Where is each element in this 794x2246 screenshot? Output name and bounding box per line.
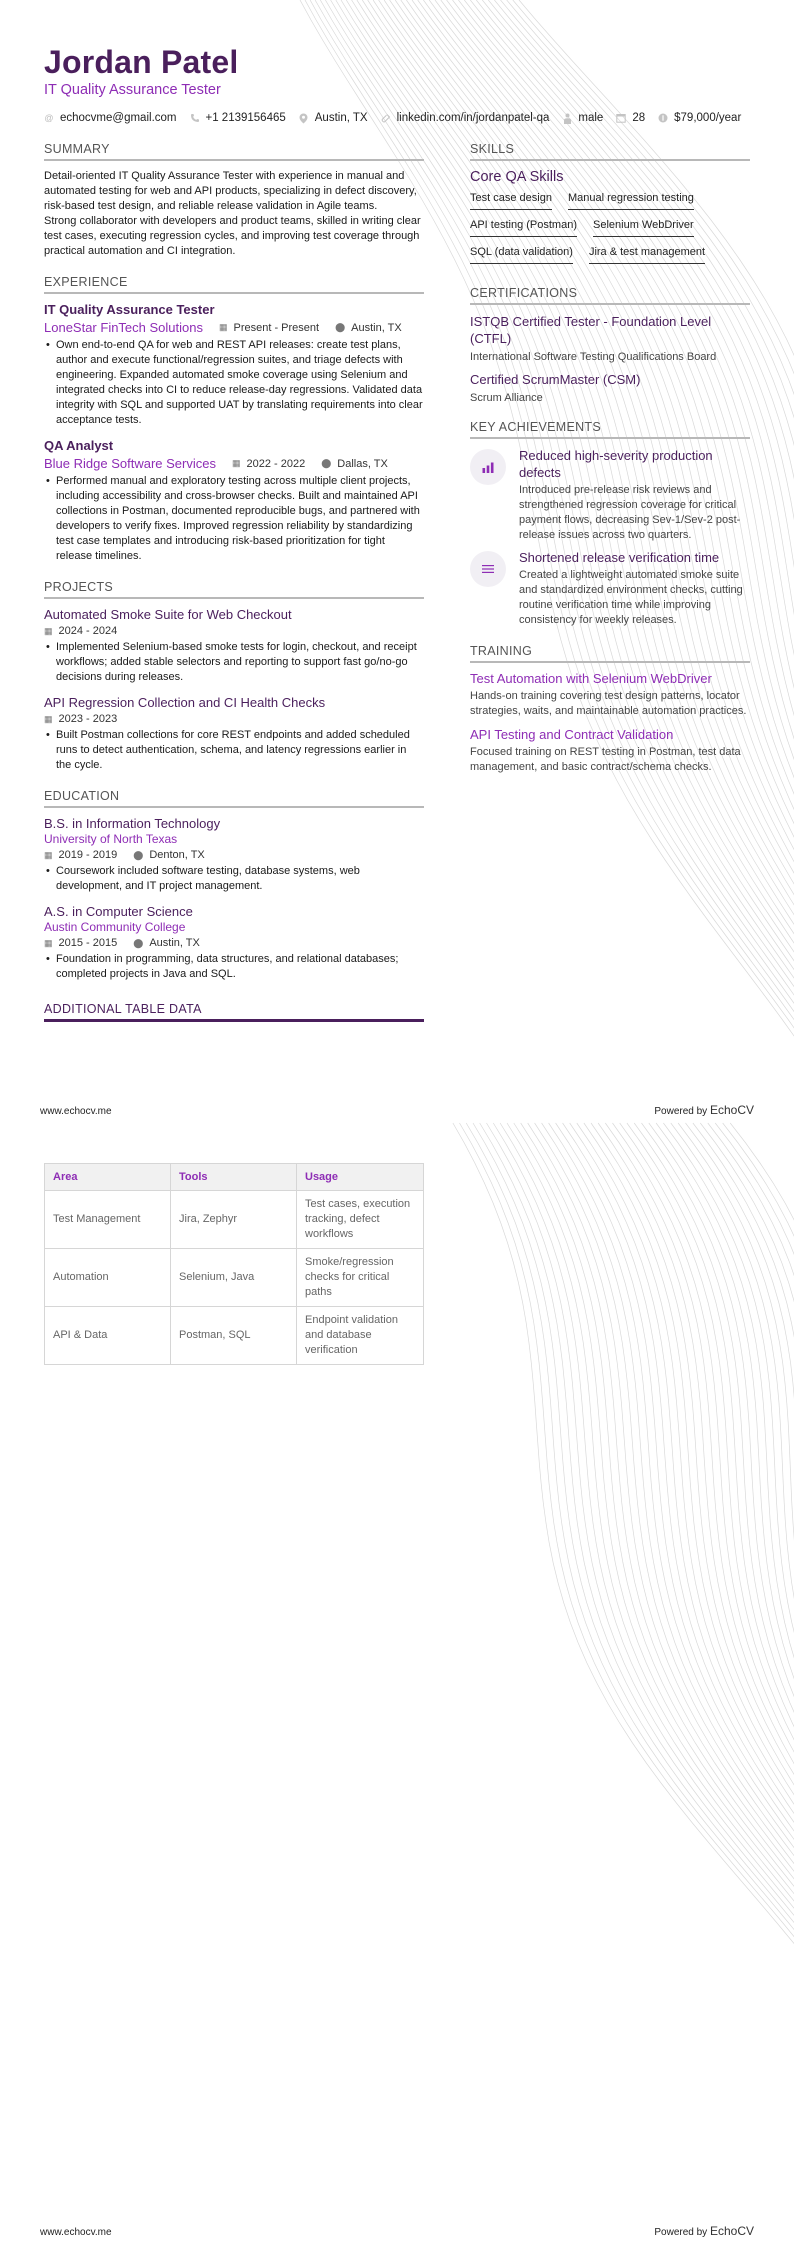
job-location: [321, 458, 388, 470]
education-dates-value: 2019 - 2019: [58, 849, 118, 861]
school-name: University of North Texas: [44, 832, 178, 846]
job-title: IT Quality Assurance Tester: [44, 302, 215, 317]
skill-group-title: Core QA Skills: [470, 169, 564, 185]
table-cell: Postman, SQL: [171, 1307, 297, 1365]
training-title: Test Automation with Selenium WebDriver: [470, 671, 712, 686]
experience-section: [44, 275, 424, 564]
project-bullets: [44, 640, 424, 685]
candidate-name: Jordan Patel: [44, 44, 239, 80]
education-dates-value: 2015 - 2015: [58, 937, 118, 949]
footer-website-link[interactable]: www.echocv.me: [40, 1106, 112, 1117]
contact-gender-value: male: [578, 112, 604, 124]
skill-tag: Test case design: [470, 189, 552, 210]
tools-table: [44, 1163, 424, 1365]
achievement-title: Reduced high-severity production defects: [519, 448, 713, 480]
contact-age: [616, 112, 645, 124]
experience-heading: EXPERIENCE: [44, 275, 424, 294]
footer-website-link[interactable]: www.echocv.me: [40, 2227, 112, 2238]
project-entry: [44, 695, 424, 773]
location-pin-icon: ⬤: [133, 849, 144, 860]
education-location: [133, 937, 200, 949]
additional-data-table: [44, 1163, 424, 1365]
column-header-tools: Tools: [171, 1164, 297, 1191]
bullet-item: • Coursework included software testing, database systems, web development, and IT project management.: [44, 864, 424, 894]
person-icon: [562, 113, 572, 123]
skill-tag: Manual regression testing: [568, 189, 694, 210]
money-icon: [658, 113, 668, 123]
job-dates: [232, 458, 305, 470]
contact-linkedin[interactable]: [381, 112, 550, 124]
school-name: Austin Community College: [44, 920, 186, 934]
projects-heading: PROJECTS: [44, 580, 424, 599]
education-section: [44, 789, 424, 982]
experience-entry: [44, 302, 424, 428]
location-pin-icon: [299, 113, 309, 123]
calendar-icon: ▦: [231, 458, 241, 468]
training-description: Hands-on training covering test design patterns, locator strategies, waits, and maintainable automation practices.: [470, 690, 747, 717]
bullet-item: • Performed manual and exploratory testing across multiple client projects, including accessibility and cross-browser checks. Built and maintained API collections in Postman, documented reproducible bugs, and partnered with developers to verify fixes. Improved regression reliability by standardizing test case templates and introducing risk-based prioritization for tight release timelines.: [44, 474, 424, 564]
job-dates: [219, 322, 319, 334]
project-entry: [44, 607, 424, 685]
table-row: [45, 1249, 424, 1307]
contact-bar: [44, 112, 754, 124]
additional-table-heading: ADDITIONAL TABLE DATA: [44, 1002, 424, 1022]
table-row: [45, 1191, 424, 1249]
achievement-title: Shortened release verification time: [519, 550, 720, 565]
job-title: QA Analyst: [44, 438, 114, 453]
project-title: Automated Smoke Suite for Web Checkout: [44, 607, 292, 622]
left-column: [44, 142, 424, 1038]
footer-powered-by: [654, 2224, 754, 2238]
contact-salary-value: $79,000/year: [674, 112, 742, 124]
contact-linkedin-value: linkedin.com/in/jordanpatel-qa: [396, 112, 550, 124]
project-dates-value: 2024 - 2024: [58, 625, 118, 637]
certification-name: ISTQB Certified Tester - Foundation Level (CTFL): [470, 314, 712, 346]
education-location-value: Austin, TX: [149, 937, 200, 949]
training-description: Focused training on REST testing in Postman, test data management, and basic contract/schema checks.: [470, 746, 741, 773]
job-dates-value: Present - Present: [233, 321, 320, 334]
resume-page-2: [0, 1123, 794, 2246]
location-pin-icon: ⬤: [321, 458, 332, 468]
certification-issuer: Scrum Alliance: [470, 392, 543, 404]
company-name: LoneStar FinTech Solutions: [44, 320, 203, 335]
job-bullets: [44, 338, 424, 428]
certification-issuer: International Software Testing Qualifications Board: [470, 351, 717, 363]
summary-heading: SUMMARY: [44, 142, 424, 161]
achievement-body: [519, 447, 750, 543]
skill-tag: SQL (data validation): [470, 243, 573, 264]
achievement-item: [470, 447, 750, 543]
contact-location: [299, 112, 368, 124]
job-bullets: [44, 474, 424, 564]
certifications-heading: CERTIFICATIONS: [470, 286, 750, 305]
achievements-section: [470, 420, 750, 628]
table-cell: Automation: [45, 1249, 171, 1307]
training-heading: TRAINING: [470, 644, 750, 663]
at-icon: @: [44, 113, 54, 123]
contact-age-value: 28: [632, 112, 646, 124]
bullet-item: • Built Postman collections for core REST endpoints and added scheduled runs to detect authentication, schema, and latency regressions earlier in the cycle.: [44, 728, 424, 773]
table-cell: Smoke/regression checks for critical paths: [297, 1249, 424, 1307]
job-meta: [44, 456, 424, 471]
bullet-item: • Implemented Selenium-based smoke tests for login, checkout, and receipt workflows; added stable selectors and reporting to support fast go/no-go decisions during releases.: [44, 640, 424, 685]
contact-salary: [658, 112, 741, 124]
location-pin-icon: ⬤: [335, 322, 346, 332]
contact-location-value: Austin, TX: [314, 112, 368, 124]
projects-section: [44, 580, 424, 773]
skill-tag: Selenium WebDriver: [593, 216, 694, 237]
contact-email-value: echocvme@gmail.com: [60, 112, 177, 124]
powered-by-label: Powered by: [654, 2227, 708, 2238]
project-title: API Regression Collection and CI Health Checks: [44, 695, 326, 710]
brand-name: EchoCV: [709, 2224, 754, 2238]
bullet-item: • Own end-to-end QA for web and REST API releases: create test plans, author and execute functional/regression suites, and triage defects with engineering. Expanded automated smoke coverage using Selenium and integrated checks into CI to reduce release-day regressions. Validated data integrity with SQL and supported UAT by translating requirements into clear acceptance tests.: [44, 338, 424, 428]
certifications-section: [470, 286, 750, 404]
link-icon: [381, 113, 391, 123]
experience-entry: [44, 438, 424, 564]
certification-name: Certified ScrumMaster (CSM): [470, 372, 641, 387]
achievements-heading: KEY ACHIEVEMENTS: [470, 420, 750, 439]
location-pin-icon: ⬤: [133, 937, 144, 948]
education-entry: [44, 904, 424, 982]
calendar-icon: ▦: [218, 322, 228, 332]
additional-table-section: [44, 1002, 424, 1022]
job-location-value: Dallas, TX: [337, 457, 388, 470]
education-entry: [44, 816, 424, 894]
summary-section: [44, 142, 424, 259]
calendar-icon: ▦: [44, 625, 53, 636]
phone-icon: [190, 113, 200, 123]
brand-name: EchoCV: [709, 1103, 754, 1117]
education-bullets: [44, 952, 424, 982]
table-header-row: [45, 1164, 424, 1191]
job-meta: [44, 320, 424, 335]
table-row: [45, 1307, 424, 1365]
footer-powered-by: [654, 1103, 754, 1117]
bullet-item: • Foundation in programming, data structures, and relational databases; completed projects in Java and SQL.: [44, 952, 424, 982]
project-bullets: [44, 728, 424, 773]
resume-header: [44, 44, 754, 124]
project-dates: [44, 625, 117, 637]
candidate-title: IT Quality Assurance Tester: [44, 82, 221, 98]
education-bullets: [44, 864, 424, 894]
job-dates-value: 2022 - 2022: [246, 457, 306, 470]
table-cell: Test Management: [45, 1191, 171, 1249]
job-location: [335, 322, 402, 334]
project-meta: [44, 625, 424, 637]
calendar-icon: ▦: [44, 937, 53, 948]
education-location: [133, 849, 205, 861]
achievement-item: [470, 549, 750, 628]
right-column: [470, 142, 750, 791]
page-footer: [40, 1103, 754, 1117]
contact-gender: [562, 112, 603, 124]
project-meta: [44, 713, 424, 725]
achievement-description: Created a lightweight automated smoke suite and standardized environment checks, cutting routine verification time while improving consistency for weekly releases.: [519, 569, 743, 626]
calendar-icon: [616, 113, 626, 123]
degree-title: A.S. in Computer Science: [44, 904, 193, 919]
job-location-value: Austin, TX: [351, 321, 402, 334]
contact-email[interactable]: [44, 112, 177, 124]
achievement-description: Introduced pre-release risk reviews and strengthened regression coverage for critical payment flows, decreasing Sev-1/Sev-2 post-release issues across two quarters.: [519, 484, 741, 541]
powered-by-label: Powered by: [654, 1106, 708, 1117]
table-cell: Endpoint validation and database verification: [297, 1307, 424, 1365]
table-cell: Jira, Zephyr: [171, 1191, 297, 1249]
summary-paragraph: Detail-oriented IT Quality Assurance Tester with experience in manual and automated testing for web and API products, specializing in defect discovery, risk-based test design, and reliable release validation in Agile teams.: [44, 170, 417, 212]
summary-paragraph: Strong collaborator with developers and product teams, skilled in writing clear test cases, executing regression cycles, and improving test coverage through practical automation and CI integration.: [44, 215, 421, 257]
contact-phone[interactable]: [190, 112, 286, 124]
skill-list: [470, 189, 750, 270]
page-footer: [40, 2224, 754, 2238]
calendar-icon: ▦: [44, 713, 53, 724]
skill-tag: API testing (Postman): [470, 216, 577, 237]
bar-chart-icon: [470, 449, 506, 485]
table-cell: API & Data: [45, 1307, 171, 1365]
project-dates-value: 2023 - 2023: [58, 713, 118, 725]
skills-section: [470, 142, 750, 270]
calendar-icon: ▦: [44, 849, 53, 860]
training-section: [470, 644, 750, 775]
skills-heading: SKILLS: [470, 142, 750, 161]
education-dates: [44, 849, 117, 861]
column-header-usage: Usage: [297, 1164, 424, 1191]
table-cell: Test cases, execution tracking, defect workflows: [297, 1191, 424, 1249]
education-location-value: Denton, TX: [149, 849, 205, 861]
achievement-body: [519, 549, 750, 628]
company-name: Blue Ridge Software Services: [44, 456, 216, 471]
degree-title: B.S. in Information Technology: [44, 816, 221, 831]
table-cell: Selenium, Java: [171, 1249, 297, 1307]
skill-tag: Jira & test management: [589, 243, 705, 264]
project-dates: [44, 713, 117, 725]
education-meta: [44, 937, 424, 949]
list-icon: [470, 551, 506, 587]
contact-phone-value: +1 2139156465: [205, 112, 286, 124]
education-heading: EDUCATION: [44, 789, 424, 808]
training-title: API Testing and Contract Validation: [470, 727, 674, 742]
education-meta: [44, 849, 424, 861]
column-header-area: Area: [45, 1164, 171, 1191]
education-dates: [44, 937, 117, 949]
